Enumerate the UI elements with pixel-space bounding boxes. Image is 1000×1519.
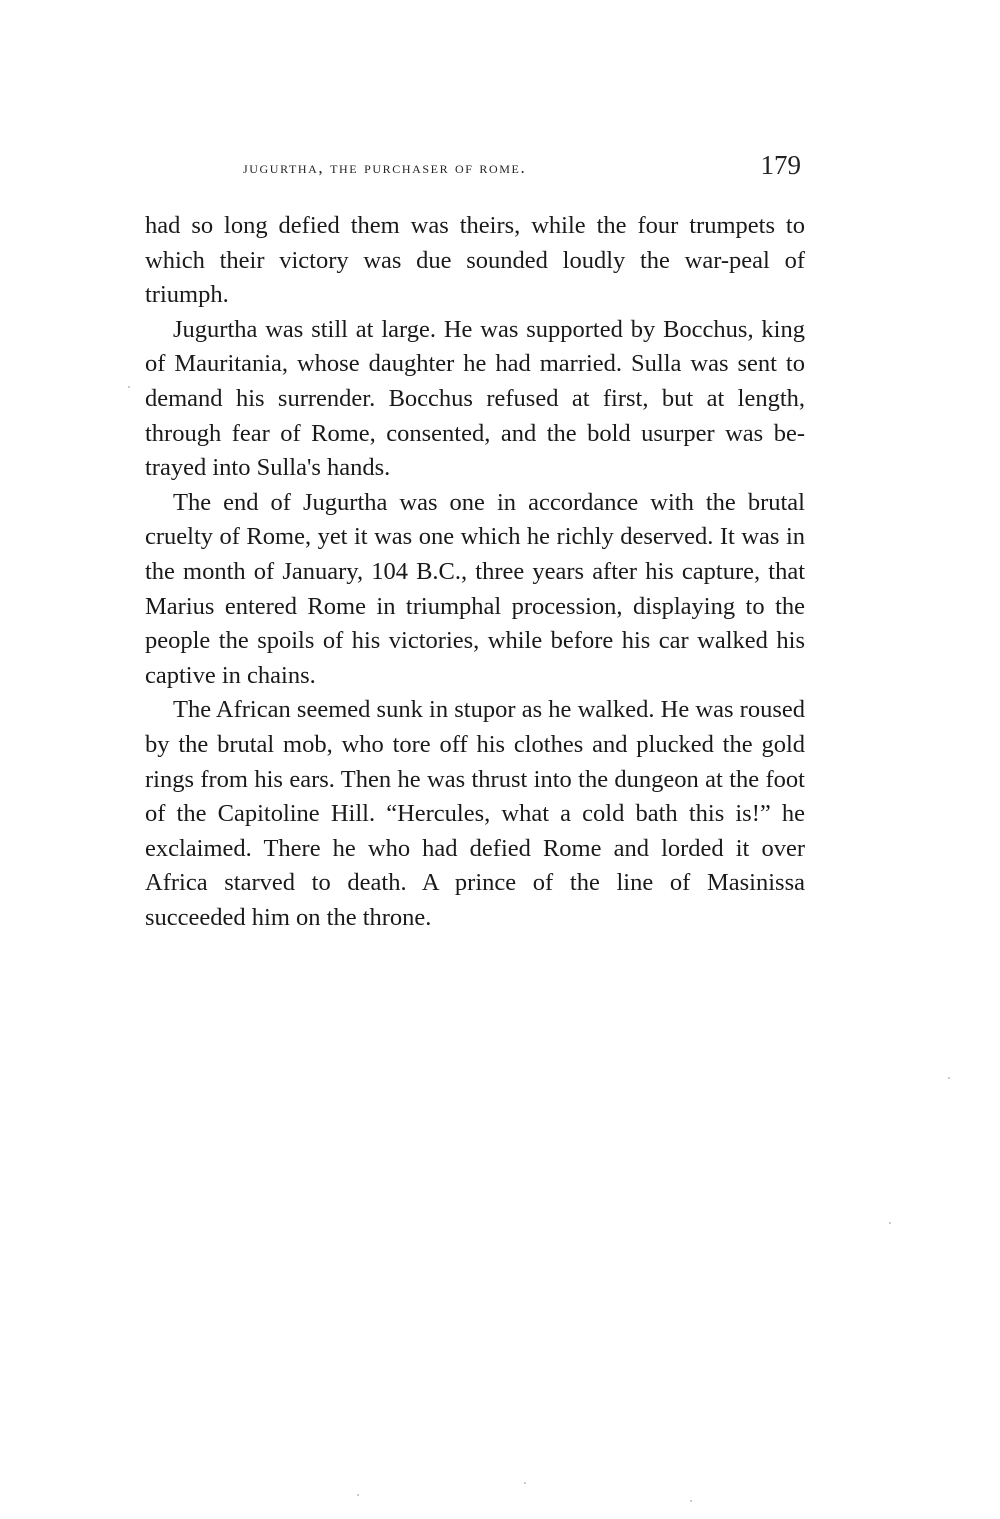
running-title: jugurtha, the purchaser of rome. <box>243 158 527 177</box>
paragraph-2: Jugurtha was still at large. He was supported by Bocchus, king of Mauritania, whose daughter he had married. Sulla was sent to demand his surrender. Bocchus refused at first, but at length, through fear of Rome, consented, and the bold usurper was betrayed into Sulla's hands. <box>145 315 805 482</box>
paragraph-3: The end of Jugurtha was one in accordance with the brutal cruelty of Rome, yet it was one which he richly deserved. It was in the month of January, 104 B.C., three years after his capture, that Marius entered Rome in triumphal procession, displaying to the people the spoils of his victories, while before his car walked his captive in chains. <box>145 488 805 689</box>
paragraph-4: The African seemed sunk in stupor as he walked. He was roused by the brutal mob, who tore off his clothes and plucked the gold rings from his ears. Then he was thrust into the dungeon at the foot of the Capitoline Hill. “Hercules, what a cold bath this is!” he exclaimed. There he who had defied Rome and lorded it over Africa starved to death. A prince of the line of Masinissa succeeded him on the throne. <box>145 696 805 931</box>
body-text <box>145 209 805 935</box>
paragraph-1: had so long defied them was theirs, while the four trumpets to which their victory was due sounded loudly the war-peal of triumph. <box>145 212 805 309</box>
page-number: 179 <box>760 150 801 180</box>
running-head <box>145 150 805 190</box>
